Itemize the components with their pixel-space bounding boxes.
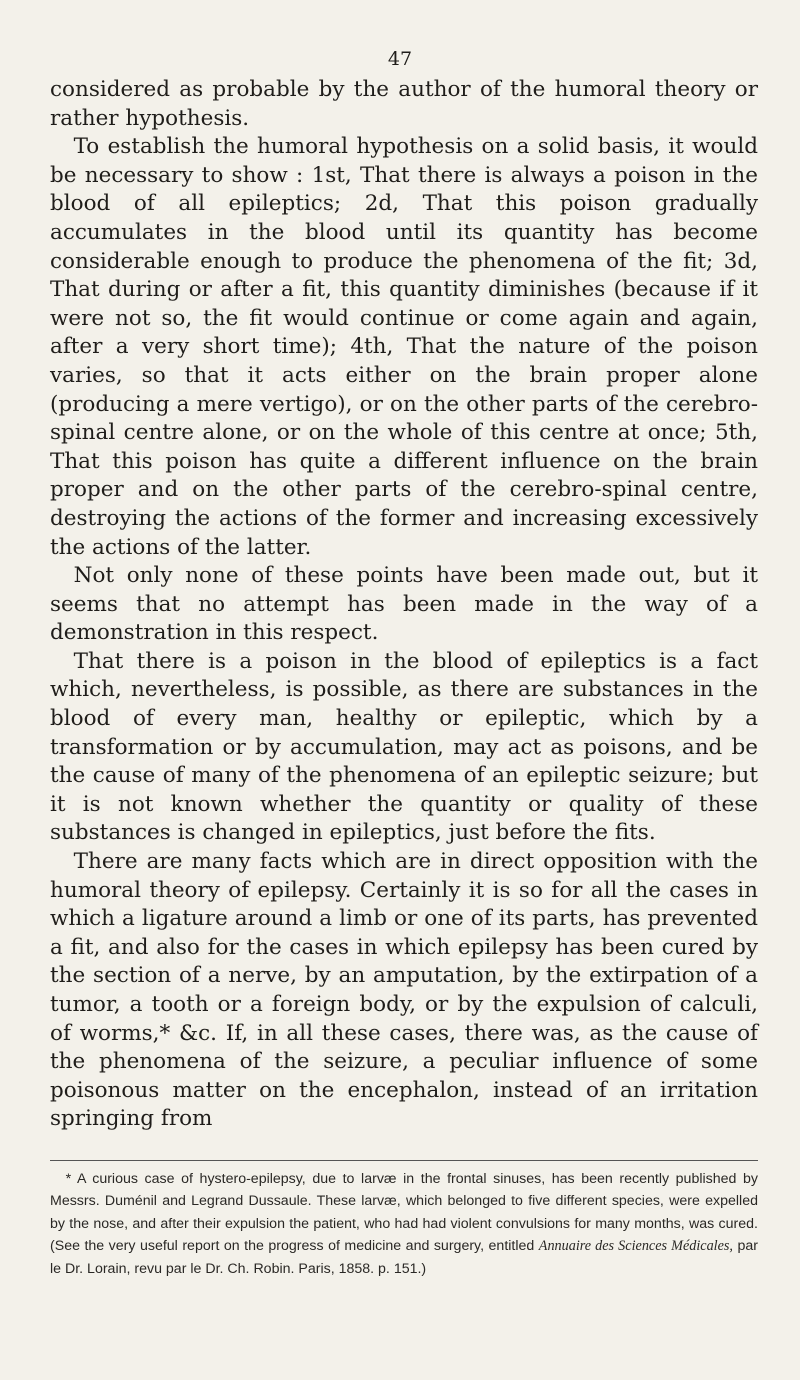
paragraph-poison-in-blood: That there is a poison in the blood of epileptics is a fact which, nevertheless, is possible, as there are substances in the blood of every man, healthy or epileptic, which by a transformation or by accumulation, may act as poisons, and be the cause of many of the phenomena of an epileptic seizure; but it is not known whether the quantity or quality of these substances is changed in epileptics, just before the fits.	[50, 648, 758, 846]
footnote-divider	[50, 1160, 758, 1161]
footnote-text-start: * A curious case of hystero-epilepsy, due to larvæ in the frontal sinuses, has been recently published by Messrs. Duménil and Legrand Dussaule. These larvæ, which belonged to five different species, were expelled by the nose, and after their expulsion the patient, who had had violent convulsions for many months, was cured. (See the very useful report on the progress of medicine and surgery, entitled	[50, 1171, 758, 1255]
footnote-text-end: par le Dr. Lorain, revu par le Dr. Ch. Robin. Paris, 1858. p. 151.)	[50, 1238, 758, 1277]
page-number: 47	[387, 48, 413, 70]
paragraph-humoral-hypothesis-points: To establish the humoral hypothesis on a solid basis, it would be necessary to show : 1st, That there is always a poison in the blood of all epileptics; 2d, That this poison gradually accumulates in the blood until its quantity has become considerable enough to produce the phenomena of the fit; 3d, That during or after a fit, this quantity diminishes (because if it were not so, the fit would continue or come again and again, after a very short time); 4th, That the nature of the poison varies, so that it acts either on the brain proper alone (producing a mere vertigo), or on the other parts of the cerebro-spinal centre alone, or on the whole of this centre at once; 5th, That this poison has quite a different influence on the brain proper and on the other parts of the cerebro-spinal centre, destroying the actions of the former and increasing excessively the actions of the latter.	[50, 134, 758, 560]
paragraph-opposing-facts: There are many facts which are in direct opposition with the humoral theory of epilepsy. Certainly it is so for all the cases in which a ligature around a limb or one of its parts, has prevented a fit, and also for the cases in which epilepsy has been cured by the section of a nerve, by an amputation, by the extirpation of a tumor, a tooth or a foreign body, or by the expulsion of calculi, of worms,* &c. If, in all these cases, there was, as the cause of the phenomena of the seizure, a peculiar influence of some poisonous matter on the encephalon, instead of an irritation springing from	[50, 849, 758, 1132]
body-text	[50, 76, 758, 1134]
footnote	[50, 1168, 758, 1280]
paragraph-no-demonstration: Not only none of these points have been made out, but it seems that no attempt has been made in the way of a demonstration in this respect.	[50, 563, 758, 646]
footnote-cited-title: Annuaire des Sciences Médicales,	[538, 1238, 733, 1255]
paragraph-continuation: considered as probable by the author of the humoral theory or rather hypothesis.	[50, 77, 758, 131]
